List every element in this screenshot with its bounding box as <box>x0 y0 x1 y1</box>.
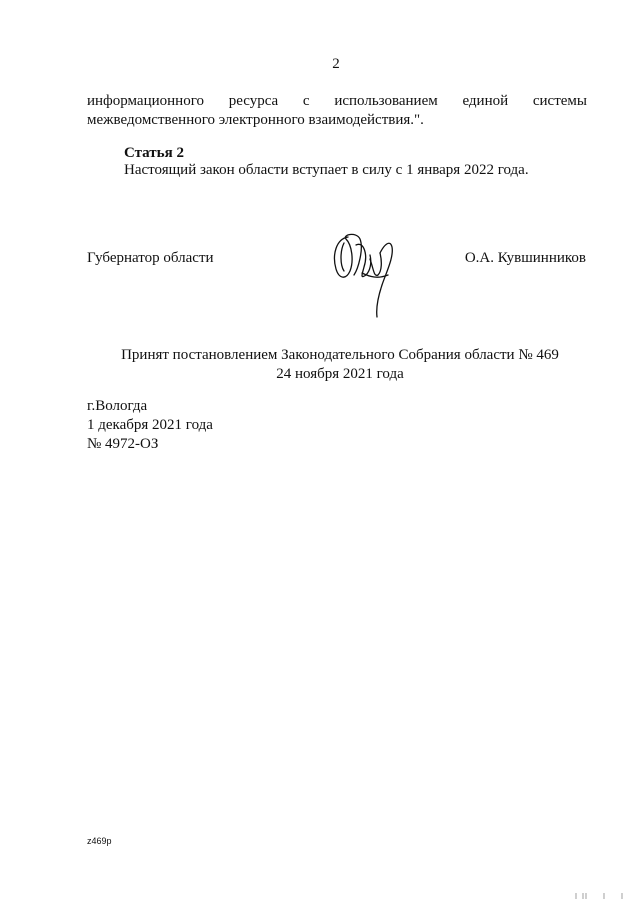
scan-marks <box>574 892 624 900</box>
article-title: Статья 2 <box>124 145 184 161</box>
governor-name: О.А. Кувшинников <box>464 250 586 266</box>
adoption-statement <box>0 346 640 384</box>
adoption-line-2: 24 ноября 2021 года <box>276 366 404 382</box>
place-date-number <box>87 397 213 454</box>
adoption-line-1: Принят постановлением Законодательного Собрания области № 469 <box>121 347 559 363</box>
continuation-paragraph <box>87 92 587 130</box>
continuation-line-2: межведомственного электронного взаимодействия.". <box>87 112 424 128</box>
article-text: Настоящий закон области вступает в силу с 1 января 2022 года. <box>124 162 529 178</box>
law-number: № 4972-ОЗ <box>87 436 159 452</box>
footer-code: z469p <box>87 836 112 846</box>
signing-date: 1 декабря 2021 года <box>87 417 213 433</box>
handwritten-signature <box>330 225 400 320</box>
governor-position-label: Губернатор области <box>87 250 214 266</box>
continuation-line-1: информационного ресурса с использованием единой системы <box>87 93 587 109</box>
page-number: 2 <box>332 56 340 72</box>
city: г.Вологда <box>87 398 148 414</box>
